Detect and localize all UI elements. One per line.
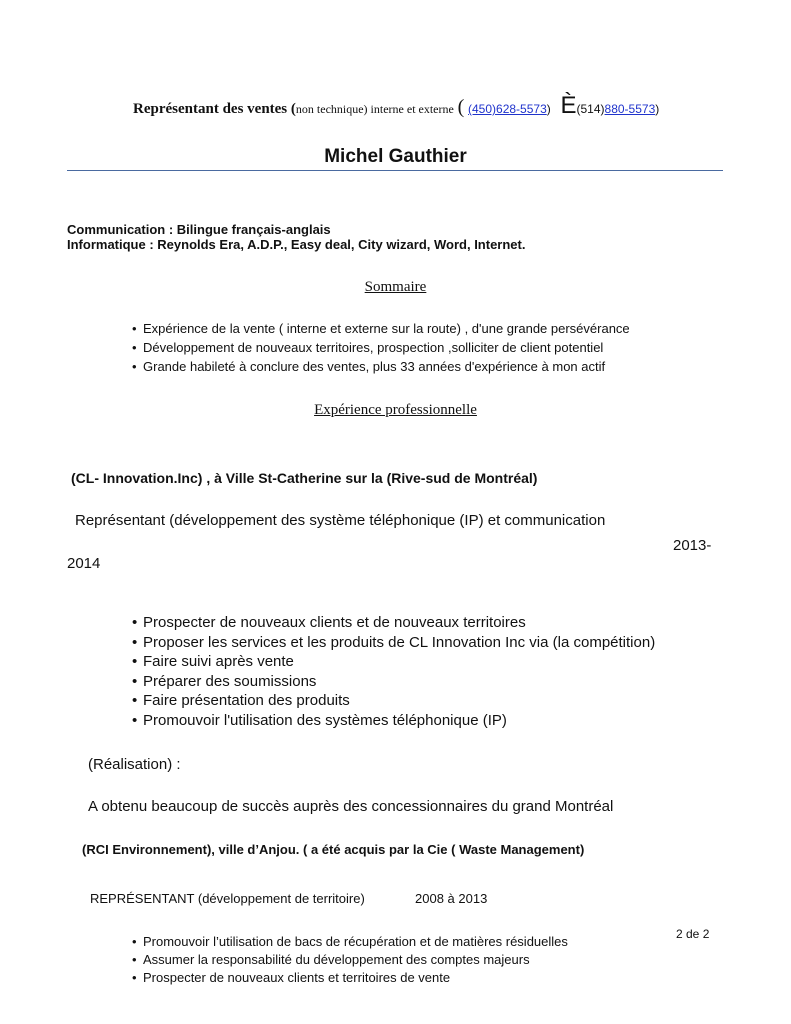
bullet-icon: •: [132, 359, 137, 374]
summary-list: [132, 319, 630, 376]
list-item: • Développement de nouveaux territoires, prospection ,solliciter de client potentiel: [132, 340, 604, 355]
phone2-prefix: (514): [576, 102, 605, 116]
bullet-icon: •: [132, 934, 137, 949]
list-item: • Prospecter de nouveaux clients et de nouveaux territoires: [132, 614, 526, 631]
list-item: • Faire présentation des produits: [132, 692, 350, 709]
job1-company: (CL- Innovation.Inc) , à Ville St-Catherine sur la (Rive-sud de Montréal): [71, 470, 538, 486]
phone-open-paren: (: [457, 96, 465, 118]
bullet-icon: •: [132, 340, 137, 355]
bullet-icon: •: [132, 653, 138, 670]
job2-duties: [132, 933, 568, 987]
bullet-icon: •: [132, 711, 138, 729]
job1-achievement: A obtenu beaucoup de succès auprès des concessionnaires du grand Montréal: [88, 798, 614, 815]
job1-duties: [132, 613, 655, 730]
bullet-icon: •: [132, 633, 138, 651]
list-item: • Proposer les services et les produits de CL Innovation Inc via (la compétition): [132, 633, 656, 651]
bullet-icon: •: [132, 672, 138, 690]
job1-achievement-label: (Réalisation) :: [88, 756, 181, 773]
phone1-link[interactable]: (450)628-5573: [468, 102, 547, 116]
list-item: • Assumer la responsabilité du développement des comptes majeurs: [132, 952, 530, 967]
phone1-close: ): [546, 102, 551, 116]
list-item: • Expérience de la vente ( interne et externe sur la route) , d'une grande persévérance: [132, 321, 630, 336]
resume-subtitle: non technique) interne et externe: [295, 102, 454, 116]
header-divider: [67, 170, 723, 171]
job1-date-end: 2014: [67, 555, 101, 572]
skill-communication: Communication : Bilingue français-anglais: [67, 222, 331, 237]
skill-informatique: Informatique : Reynolds Era, A.D.P., Easy deal, City wizard, Word, Internet.: [67, 237, 526, 252]
header-line: [133, 92, 659, 120]
title-open-paren: (: [290, 101, 296, 117]
phone2-link[interactable]: 880-5573: [604, 102, 656, 116]
bullet-icon: •: [132, 692, 138, 709]
list-item: • Prospecter de nouveaux clients et territoires de vente: [132, 970, 451, 985]
job1-date-start: 2013-: [673, 537, 712, 554]
job2-dates: 2008 à 2013: [415, 891, 488, 906]
bullet-icon: •: [132, 321, 137, 336]
phone-icon: È: [560, 92, 577, 119]
experience-heading: Expérience professionnelle: [314, 402, 477, 418]
candidate-name: Michel Gauthier: [324, 146, 467, 167]
list-item: • Faire suivi après vente: [132, 653, 294, 670]
list-item: • Préparer des soumissions: [132, 672, 317, 690]
page-number: 2 de 2: [676, 927, 710, 941]
phone2-close: ): [655, 102, 660, 116]
bullet-icon: •: [132, 614, 138, 631]
list-item: • Grande habileté à conclure des ventes, plus 33 années d'expérience à mon actif: [132, 359, 606, 374]
job2-company: (RCI Environnement), ville d’Anjou. ( a été acquis par la Cie ( Waste Management): [82, 842, 585, 857]
list-item: • Promouvoir l’utilisation de bacs de récupération et de matières résiduelles: [132, 934, 568, 949]
resume-title: Représentant des ventes: [133, 101, 288, 117]
job1-role: Représentant (développement des système téléphonique (IP) et communication: [75, 512, 606, 529]
bullet-icon: •: [132, 952, 137, 967]
job2-role: REPRÉSENTANT (développement de territoire): [90, 891, 365, 906]
summary-heading: Sommaire: [364, 279, 427, 295]
bullet-icon: •: [132, 970, 137, 985]
list-item: • Promouvoir l'utilisation des systèmes téléphonique (IP): [132, 711, 507, 729]
